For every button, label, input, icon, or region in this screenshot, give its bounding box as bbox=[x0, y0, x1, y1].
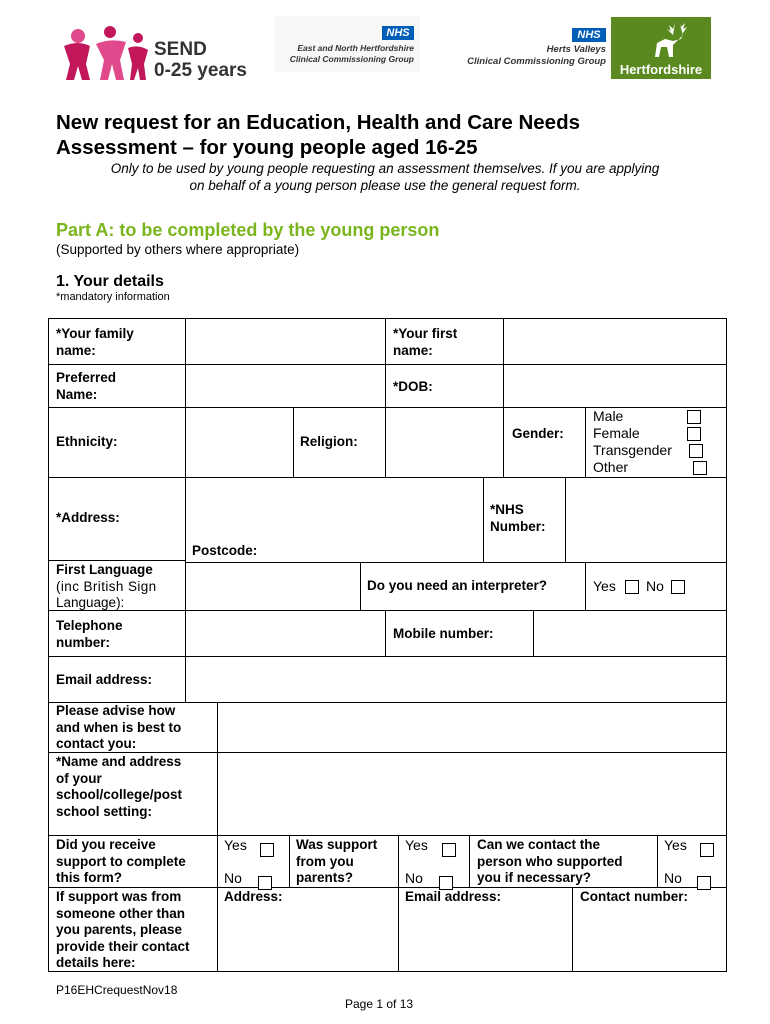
other-supporter-label-line1: If support was from bbox=[56, 889, 182, 904]
gender-option-female bbox=[593, 425, 640, 442]
school-label-line3: school/college/post bbox=[56, 787, 183, 802]
hart-icon bbox=[611, 17, 711, 63]
family-name-field[interactable] bbox=[186, 319, 384, 363]
mobile-field[interactable] bbox=[534, 611, 725, 655]
school-label-line2: of your bbox=[56, 770, 102, 786]
contact-supporter-label bbox=[477, 837, 623, 887]
contact-preference-label-line2: and when is best to bbox=[56, 719, 182, 735]
gender-option-transgender bbox=[593, 442, 672, 459]
contact-preference-label-line3: contact you: bbox=[56, 736, 137, 751]
footer-code: P16EHCrequestNov18 bbox=[56, 983, 178, 997]
hertfordshire-logo bbox=[611, 17, 711, 79]
telephone-label-line1: Telephone bbox=[56, 618, 123, 633]
telephone-label-line2: number: bbox=[56, 634, 110, 650]
send-logo-line1: SEND bbox=[154, 39, 207, 60]
page-title-line1: New request for an Education, Health and Care Needs bbox=[56, 111, 581, 134]
family-name-label-line1: *Your family bbox=[56, 326, 134, 341]
first-language-label-line1: First Language bbox=[56, 562, 153, 577]
nhs-number-label-line2: Number: bbox=[490, 518, 546, 534]
interpreter-yes-checkbox[interactable] bbox=[625, 580, 639, 594]
support-complete-label-line2: support to complete bbox=[56, 853, 186, 869]
support-yes-label: Yes bbox=[224, 837, 247, 853]
contact-no-checkbox[interactable] bbox=[697, 876, 711, 890]
contact-preference-label bbox=[56, 703, 181, 753]
nhs-number-label bbox=[490, 502, 546, 535]
family-name-label bbox=[56, 326, 134, 359]
dob-label: *DOB: bbox=[393, 379, 433, 394]
send-figures-icon bbox=[60, 24, 150, 84]
nhs-badge: NHS bbox=[382, 26, 414, 40]
nhs-number-field[interactable] bbox=[566, 478, 725, 561]
support-complete-label-line1: Did you receive bbox=[56, 837, 156, 852]
support-no-label: No bbox=[224, 870, 242, 886]
other-email-field[interactable] bbox=[399, 906, 571, 970]
other-contact-field[interactable] bbox=[573, 906, 725, 970]
parents-yes-checkbox[interactable] bbox=[442, 843, 456, 857]
gender-other-checkbox[interactable] bbox=[693, 461, 707, 475]
first-name-label bbox=[393, 326, 457, 359]
contact-supporter-label-line3: you if necessary? bbox=[477, 870, 592, 885]
other-supporter-label-line5: details here: bbox=[56, 955, 136, 970]
gender-transgender-checkbox[interactable] bbox=[689, 444, 703, 458]
contact-preference-field[interactable] bbox=[218, 703, 725, 751]
enh-ccg-logo bbox=[275, 16, 420, 72]
parents-no-label: No bbox=[405, 870, 423, 886]
gender-female-checkbox[interactable] bbox=[687, 427, 701, 441]
contact-supporter-label-line1: Can we contact the bbox=[477, 837, 601, 852]
parents-support-label bbox=[296, 837, 377, 887]
parents-support-label-line3: parents? bbox=[296, 870, 354, 885]
part-a-note: (Supported by others where appropriate) bbox=[56, 242, 300, 257]
hv-ccg-line1: Herts Valleys bbox=[546, 44, 606, 55]
other-supporter-label bbox=[56, 889, 190, 972]
support-complete-label-line3: this form? bbox=[56, 870, 122, 885]
family-name-label-line2: name: bbox=[56, 342, 96, 358]
gender-label: Gender: bbox=[512, 426, 564, 441]
first-language-field[interactable] bbox=[186, 563, 359, 609]
preferred-name-label-line2: Name: bbox=[56, 386, 98, 402]
parents-no-checkbox[interactable] bbox=[439, 876, 453, 890]
first-language-label bbox=[56, 562, 157, 612]
send-logo-line2: 0-25 years bbox=[154, 60, 247, 81]
hv-ccg-logo bbox=[450, 26, 606, 70]
gender-option-label: Transgender bbox=[593, 442, 672, 458]
school-label-line4: school setting: bbox=[56, 803, 153, 819]
hv-ccg-line2: Clinical Commissioning Group bbox=[467, 56, 606, 67]
address-label: *Address: bbox=[56, 510, 120, 525]
first-name-field[interactable] bbox=[504, 319, 725, 363]
first-language-label-line3 bbox=[56, 595, 157, 612]
send-logo bbox=[60, 24, 255, 84]
other-contact-label: Contact number: bbox=[580, 889, 688, 904]
interpreter-label: Do you need an interpreter? bbox=[367, 578, 548, 593]
preferred-name-label bbox=[56, 370, 116, 403]
gender-option-label: Other bbox=[593, 459, 629, 475]
preferred-name-field[interactable] bbox=[186, 365, 384, 406]
other-email-label: Email address: bbox=[405, 889, 502, 904]
telephone-label bbox=[56, 618, 123, 651]
gender-option-label: Male bbox=[593, 408, 624, 424]
dob-field[interactable] bbox=[504, 365, 725, 406]
contact-supporter-label-line2: person who supported bbox=[477, 853, 623, 869]
first-language-label-line2: (inc British Sign bbox=[56, 578, 157, 594]
email-label: Email address: bbox=[56, 672, 153, 687]
contact-yes-checkbox[interactable] bbox=[700, 843, 714, 857]
part-a-heading: Part A: to be completed by the young person bbox=[56, 220, 440, 240]
page-subtitle-line1: Only to be used by young people requesting an assessment themselves. If you are applying bbox=[110, 161, 660, 176]
nhs-badge: NHS bbox=[572, 28, 606, 42]
ethnicity-label: Ethnicity: bbox=[56, 434, 118, 449]
page-subtitle-line2: on behalf of a young person please use the general request form. bbox=[189, 178, 581, 193]
page-subtitle bbox=[40, 160, 730, 194]
contact-preference-label-line1: Please advise how bbox=[56, 703, 176, 718]
gender-option-male bbox=[593, 408, 623, 425]
parents-support-label-line2: from you bbox=[296, 853, 354, 869]
enh-ccg-line2: Clinical Commissioning Group bbox=[289, 54, 414, 64]
interpreter-no-checkbox[interactable] bbox=[671, 580, 685, 594]
parents-support-label-line1: Was support bbox=[296, 837, 378, 852]
ethnicity-field[interactable] bbox=[186, 408, 292, 476]
telephone-field[interactable] bbox=[186, 611, 384, 655]
nhs-number-label-line1: *NHS bbox=[490, 502, 524, 517]
school-field[interactable] bbox=[218, 753, 725, 834]
contact-yes-label: Yes bbox=[664, 837, 687, 853]
religion-field[interactable] bbox=[386, 408, 502, 476]
contact-no-label: No bbox=[664, 870, 682, 886]
parents-yes-label: Yes bbox=[405, 837, 428, 853]
school-label-line1: *Name and address bbox=[56, 754, 182, 769]
mobile-label: Mobile number: bbox=[393, 626, 494, 641]
preferred-name-label-line1: Preferred bbox=[56, 370, 117, 385]
page-number: Page 1 of 13 bbox=[345, 997, 414, 1011]
other-address-label: Address: bbox=[224, 889, 283, 904]
first-name-label-line1: *Your first bbox=[393, 326, 458, 341]
other-supporter-label-line4: provide their contact bbox=[56, 938, 190, 954]
hertfordshire-text: Hertfordshire bbox=[619, 62, 703, 77]
section1-heading: 1. Your details bbox=[56, 273, 164, 290]
first-language-label-line3-text: Language): bbox=[56, 595, 125, 610]
email-field[interactable] bbox=[186, 657, 725, 701]
gender-options bbox=[593, 408, 723, 476]
mandatory-note: *mandatory information bbox=[56, 291, 170, 303]
support-complete-label bbox=[56, 837, 186, 887]
support-no-checkbox[interactable] bbox=[258, 876, 272, 890]
support-yes-checkbox[interactable] bbox=[260, 843, 274, 857]
school-label bbox=[56, 754, 182, 820]
enh-ccg-line1: East and North Hertfordshire bbox=[297, 43, 414, 53]
page-title-line2: Assessment – for young people aged 16-25 bbox=[56, 136, 478, 159]
other-supporter-label-line2: someone other than bbox=[56, 905, 186, 921]
page-title bbox=[56, 110, 580, 160]
gender-option-other bbox=[593, 459, 628, 476]
gender-male-checkbox[interactable] bbox=[687, 410, 701, 424]
other-address-field[interactable] bbox=[218, 906, 397, 970]
first-name-label-line2: name: bbox=[393, 342, 433, 358]
postcode-label: Postcode: bbox=[192, 543, 258, 558]
interpreter-yes-label: Yes bbox=[593, 578, 616, 594]
religion-label: Religion: bbox=[300, 434, 358, 449]
other-supporter-label-line3: you parents, please bbox=[56, 922, 183, 937]
interpreter-no-label: No bbox=[646, 578, 664, 594]
address-field[interactable] bbox=[186, 478, 482, 542]
gender-option-label: Female bbox=[593, 425, 640, 441]
